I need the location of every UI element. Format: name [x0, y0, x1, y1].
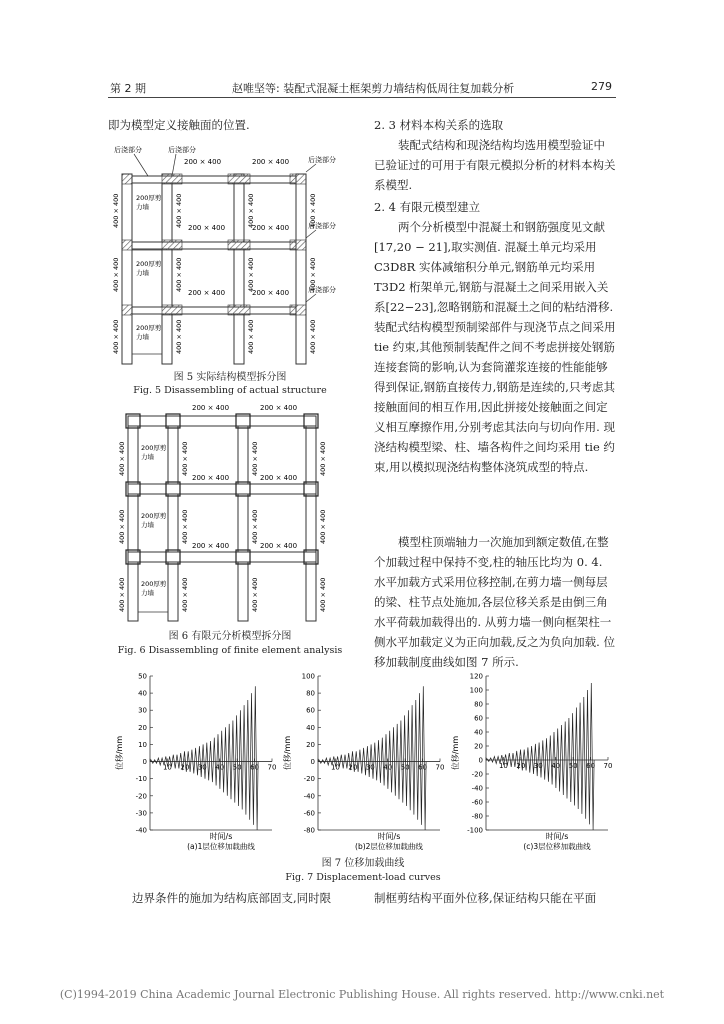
x-tick-label: 30	[197, 763, 207, 772]
copyright-footer: (C)1994-2019 China Academic Journal Electronic Publishing House. All rights reserved. http://www.cnki.net	[59, 988, 665, 1001]
column-dim: 400 × 400	[118, 441, 126, 476]
figure-7-caption-en: Fig. 7 Displacement-load curves	[285, 872, 441, 883]
y-axis-label: 位移/mm	[451, 735, 460, 771]
y-tick-label: 40	[138, 689, 147, 698]
y-tick-label: 20	[474, 742, 483, 751]
wall-label: 200厚剪	[136, 194, 162, 202]
y-axis-label: 位移/mm	[115, 735, 124, 771]
chart-1st-floor-displacement	[112, 668, 287, 853]
y-tick-label: 60	[474, 714, 483, 723]
chart-2nd-floor-displacement	[280, 668, 455, 853]
x-tick-label: 50	[568, 762, 578, 770]
cast-label-right-1: 后浇部分	[308, 156, 336, 164]
x-axis-label: 时间/s	[545, 832, 569, 841]
figure-5-caption-en: Fig. 5 Disassembling of actual structure	[133, 385, 327, 396]
section-2-3-heading: 2. 3 材料本构关系的选取	[374, 118, 504, 132]
x-tick-label: 60	[250, 763, 260, 772]
beam-dim: 200 × 400	[252, 289, 290, 297]
column-dim: 400 × 400	[309, 319, 317, 354]
x-tick-label: 60	[586, 762, 596, 770]
y-tick-label: -40	[303, 792, 315, 801]
wall-label: 力墙	[141, 453, 154, 461]
x-tick-label: 50	[232, 763, 242, 772]
column-dim: 400 × 400	[181, 441, 189, 476]
page-number: 279	[591, 80, 612, 93]
column-dim: 400 × 400	[175, 257, 183, 292]
x-tick-label: 70	[603, 762, 613, 770]
y-tick-label: 0	[478, 756, 483, 765]
y-tick-label: 100	[301, 672, 315, 681]
beam-dim: 200 × 400	[192, 404, 230, 412]
beam-dim: 200 × 400	[192, 542, 230, 550]
figure-5-caption: 图 5 实际结构模型拆分图	[173, 372, 287, 383]
x-tick-label: 20	[348, 763, 358, 772]
x-tick-label: 10	[330, 763, 340, 772]
beam-dim: 200 × 400	[260, 542, 298, 550]
column-dim: 400 × 400	[112, 319, 120, 354]
wall-label: 力墙	[141, 521, 154, 529]
displacement-series	[318, 686, 426, 830]
column-dim: 400 × 400	[181, 577, 189, 612]
x-tick-label: 30	[365, 763, 375, 772]
section-2-3-paragraph: 装配式结构和现浇结构均选用模型验证中已验证过的可用于有限元模拟分析的材料本构关系模型.	[374, 138, 616, 192]
y-tick-label: -80	[303, 826, 315, 835]
y-tick-label: 40	[306, 723, 315, 732]
y-tick-label: -40	[471, 784, 483, 793]
figure-5-structure-diagram	[110, 142, 350, 367]
x-tick-label: 20	[516, 762, 526, 770]
issue-number: 第 2 期	[110, 82, 146, 95]
y-tick-label: -60	[303, 809, 315, 818]
y-tick-label: 20	[306, 740, 315, 749]
x-axis-label: 时间/s	[377, 832, 401, 841]
y-tick-label: -80	[471, 812, 483, 821]
column-dim: 400 × 400	[319, 509, 327, 544]
column-dim: 400 × 400	[175, 319, 183, 354]
wall-label: 200厚剪	[136, 260, 162, 268]
cast-label-2: 后浇部分	[168, 146, 196, 154]
y-tick-label: 100	[469, 686, 483, 695]
column-dim: 400 × 400	[319, 441, 327, 476]
figure-6-caption-en: Fig. 6 Disassembling of finite element analysis	[117, 645, 343, 656]
cast-label-right-2: 后浇部分	[308, 222, 336, 230]
x-tick-label: 30	[533, 762, 543, 770]
chart-subcaption: (a)1层位移加载曲线	[187, 842, 255, 851]
wall-label: 200厚剪	[141, 512, 167, 520]
y-tick-label: 30	[138, 706, 147, 715]
y-tick-label: -60	[471, 798, 483, 807]
y-tick-label: 10	[138, 740, 147, 749]
y-tick-label: -40	[135, 826, 147, 835]
column-dim: 400 × 400	[118, 577, 126, 612]
bottom-left-text: 边界条件的施加为结构底部固支,同时限	[132, 891, 332, 905]
column-dim: 400 × 400	[118, 509, 126, 544]
y-tick-label: 0	[310, 758, 315, 767]
column-dim: 400 × 400	[175, 193, 183, 228]
column-dim: 400 × 400	[309, 257, 317, 292]
cast-label-right-3: 后浇部分	[308, 286, 336, 294]
wall-label: 力墙	[136, 269, 149, 277]
y-tick-label: 40	[474, 728, 483, 737]
wall-label: 力墙	[136, 333, 149, 341]
section-2-4-paragraph: 两个分析模型中混凝土和钢筋强度见文献[17,20 − 21],取实测值. 混凝土单元均采用 C3D8R 实体减缩积分单元,钢筋单元均采用 T3D2 桁架单元,钢筋与混凝土之间采用嵌入关系[22−23],忽略钢筋和混凝土之间的粘结滑移. 装配式结构模型预制梁部件与现浇节点之间采用 tie 约束,其他预制装配件之间不考虑拼接处钢筋连接套筒的影响,认为套筒灌浆连接的性能能够得到保证,钢筋直接传力,钢筋是连续的,只考虑其接触面间的相互作用,因此拼接处接触面之间定义相互摩擦作用,分别考虑其法向与切向作用. 现浇结构模型梁、柱、墙各构件之间均采用 tie 约束,用以模拟现浇结构整体浇筑成型的特点.	[374, 220, 616, 474]
page-header	[0, 0, 724, 106]
beam-dim: 200 × 400	[184, 158, 222, 166]
left-top-paragraph: 即为模型定义接触面的位置.	[108, 118, 250, 132]
y-tick-label: 20	[138, 723, 147, 732]
beam-dim: 200 × 400	[252, 224, 290, 232]
chart-subcaption: (c)3层位移加载曲线	[523, 842, 591, 851]
wall-label: 200厚剪	[136, 324, 162, 332]
wall-label: 200厚剪	[141, 580, 167, 588]
y-tick-label: -100	[467, 826, 483, 835]
wall-label: 力墙	[136, 203, 149, 211]
y-tick-label: -20	[303, 775, 315, 784]
wall-label: 力墙	[141, 589, 154, 597]
x-tick-label: 70	[435, 763, 445, 772]
chart-subcaption: (b)2层位移加载曲线	[355, 842, 423, 851]
column-dim: 400 × 400	[112, 193, 120, 228]
y-tick-label: 80	[474, 700, 483, 709]
y-tick-label: 80	[306, 689, 315, 698]
x-tick-label: 40	[383, 763, 393, 772]
y-tick-label: 120	[469, 672, 483, 681]
y-tick-label: 60	[306, 706, 315, 715]
x-tick-label: 40	[551, 762, 561, 770]
figure-6-caption: 图 6 有限元分析模型拆分图	[168, 631, 292, 642]
x-tick-label: 10	[162, 763, 172, 772]
header-rule	[108, 97, 616, 98]
beam-dim: 200 × 400	[260, 474, 298, 482]
column-dim: 400 × 400	[319, 577, 327, 612]
bottom-right-text: 制框剪结构平面外位移,保证结构只能在平面	[374, 891, 597, 905]
y-axis-label: 位移/mm	[283, 735, 292, 771]
column-dim: 400 × 400	[251, 441, 259, 476]
y-tick-label: 50	[138, 672, 147, 681]
column-dim: 400 × 400	[112, 257, 120, 292]
y-tick-label: 0	[142, 758, 147, 767]
x-tick-label: 60	[418, 763, 428, 772]
column-dim: 400 × 400	[247, 257, 255, 292]
y-tick-label: -20	[471, 770, 483, 779]
x-tick-label: 40	[215, 763, 225, 772]
column-dim: 400 × 400	[309, 193, 317, 228]
beam-dim: 200 × 400	[188, 289, 226, 297]
y-tick-label: -10	[135, 775, 147, 784]
beam-dim: 200 × 400	[252, 158, 290, 166]
beam-dim: 200 × 400	[260, 404, 298, 412]
x-tick-label: 20	[180, 763, 190, 772]
wall-label: 200厚剪	[141, 444, 167, 452]
loading-paragraph: 模型柱顶端轴力一次施加到额定数值,在整个加载过程中保持不变,柱的轴压比均为 0. 4. 水平加载方式采用位移控制,在剪力墙一侧每层的梁、柱节点处施加,各层位移关系是由倒三角水平荷载加载得出的. 从剪力墙一侧向框架柱一侧水平加载定义为正向加载,反之为负向加载. 位移加载制度曲线如图 7 所示.	[374, 535, 615, 669]
x-tick-label: 50	[400, 763, 410, 772]
column-dim: 400 × 400	[247, 319, 255, 354]
chart-3rd-floor-displacement	[448, 668, 623, 853]
figure-6-fe-diagram	[110, 402, 350, 624]
displacement-series	[486, 683, 594, 830]
y-tick-label: -30	[135, 809, 147, 818]
column-dim: 400 × 400	[247, 193, 255, 228]
beam-dim: 200 × 400	[188, 224, 226, 232]
section-2-4-heading: 2. 4 有限元模型建立	[374, 200, 481, 214]
x-tick-label: 10	[498, 762, 508, 770]
y-tick-label: -20	[135, 792, 147, 801]
running-title: 赵唯坚等: 装配式混凝土框架剪力墙结构低周往复加载分析	[232, 82, 515, 95]
cast-label-1: 后浇部分	[114, 146, 142, 154]
x-tick-label: 70	[267, 763, 277, 772]
figure-7-caption: 图 7 位移加载曲线	[321, 858, 405, 869]
column-dim: 400 × 400	[251, 509, 259, 544]
displacement-series	[150, 686, 258, 830]
x-axis-label: 时间/s	[209, 832, 233, 841]
column-dim: 400 × 400	[251, 577, 259, 612]
beam-dim: 200 × 400	[192, 474, 230, 482]
column-dim: 400 × 400	[181, 509, 189, 544]
